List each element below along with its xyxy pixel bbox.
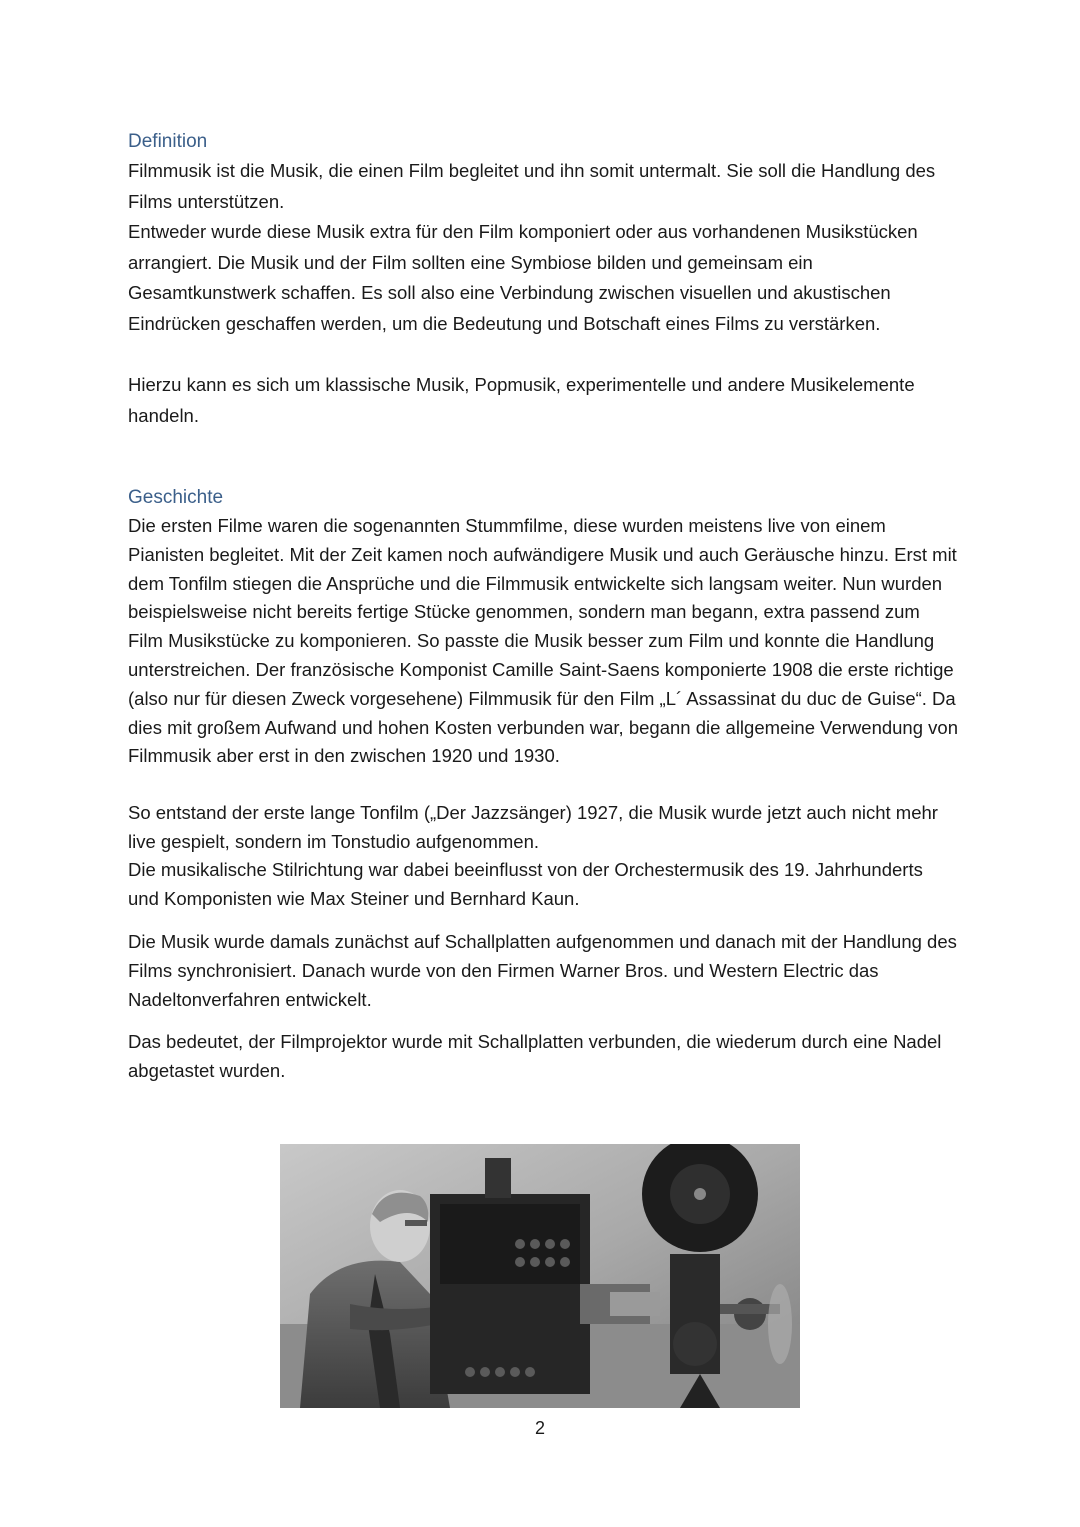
projector-photo <box>280 1144 800 1408</box>
history-paragraph-3: Die musikalische Stilrichtung war dabei beeinflusst von der Orchestermusik des 19. Jahrhunderts und Komponisten wie Max Steiner und Bernhard Kaun. <box>128 859 923 909</box>
definition-paragraph-1: Filmmusik ist die Musik, die einen Film begleitet und ihn somit untermalt. Sie soll die Handlung des Films unterstützen. <box>128 160 936 212</box>
definition-heading: Definition <box>128 131 208 152</box>
history-paragraph-2: So entstand der erste lange Tonfilm („Der Jazzsänger) 1927, die Musik wurde jetzt auch nicht mehr live gespielt, sondern im Tonstudio aufgenommen. <box>128 802 938 852</box>
definition-paragraph-2: Entweder wurde diese Musik extra für den Film komponiert oder aus vorhandenen Musikstücken arrangiert. Die Musik und der Film sollten eine Symbiose bilden und gemeinsam ein Gesamtkunstwerk schaffen. Es soll also eine Verbindung zwischen visuellen und akustischen Eindrücken geschaffen werden, um die Bedeutung und Botschaft eines Films zu verstärken. <box>128 221 918 334</box>
history-paragraph-1: Die ersten Filme waren die sogenannten Stummfilme, diese wurden meistens live von einem Pianisten begleitet. Mit der Zeit kamen noch aufwändigere Musik und auch Geräusche hinzu. Erst mit dem Tonfilm stiegen die Ansprüche und die Filmmusik entwickelte sich langsam weiter. Nun wurden beispielsweise nicht bereits fertige Stücke genommen, sondern man begann, extra passend zum Film Musikstücke zu komponieren. So passte die Musik besser zum Film und konnte die Handlung unterstreichen. Der französische Komponist Camille Saint-Saens komponierte 1908 die erste richtige (also nur für diesen Zweck vorgesehene) Filmmusik für den Film „L´ Assassinat du duc de Guise“. Da dies mit großem Aufwand und hohen Kosten verbunden war, begann die allgemeine Verwendung von Filmmusik aber erst in den zwischen 1920 und 1930. <box>128 515 958 767</box>
history-heading: Geschichte <box>128 487 224 508</box>
definition-paragraph-3: Hierzu kann es sich um klassische Musik, Popmusik, experimentelle und andere Musikelemente handeln. <box>128 374 915 426</box>
history-paragraph-4: Die Musik wurde damals zunächst auf Schallplatten aufgenommen und danach mit der Handlung des Films synchronisiert. Danach wurde von den Firmen Warner Bros. und Western Electric das Nadeltonverfahren entwickelt. <box>128 931 957 1010</box>
photo-projector-icon <box>280 1144 800 1408</box>
history-paragraph-5: Das bedeutet, der Filmprojektor wurde mit Schallplatten verbunden, die wiederum durch eine Nadel abgetastet wurden. <box>128 1031 942 1081</box>
page-number: 2 <box>534 1418 545 1438</box>
